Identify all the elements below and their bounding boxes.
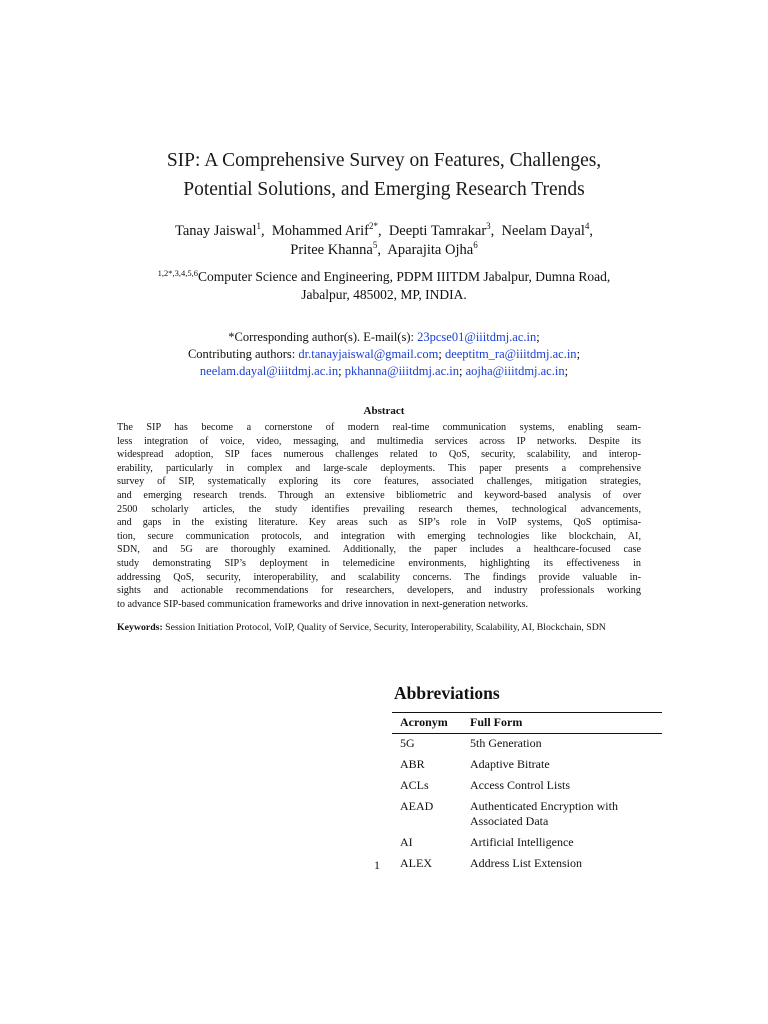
corresponding-label: *Corresponding author(s). E-mail(s):	[228, 330, 414, 344]
acronym-cell: AEAD	[400, 799, 434, 813]
full-form-cell: Address List Extension	[470, 856, 582, 870]
abstract-line: less integration of voice, video, messaging, and multimedia services across IP networks. Despite its	[117, 435, 641, 447]
author-line-1	[84, 222, 684, 241]
affiliation-text-1: Computer Science and Engineering, PDPM IIITDM Jabalpur, Dumna Road,	[198, 269, 611, 284]
author-separator: ,	[377, 242, 381, 258]
author-affiliation-mark: 5	[372, 240, 378, 250]
abstract-line: 2500 scholarly articles, the study identifies prevailing research themes, technological advancements,	[117, 503, 641, 515]
table-row	[392, 776, 662, 797]
separator: ;	[338, 364, 342, 378]
full-form-cell: Authenticated Encryption with Associated Data	[470, 799, 618, 828]
keywords-label: Keywords:	[117, 622, 163, 633]
author-name: Deepti Tamrakar	[388, 223, 487, 239]
author-name: Pritee Khanna	[290, 242, 373, 258]
email-link[interactable]: dr.tanayjaiswal@gmail.com	[298, 347, 439, 361]
acronym-cell: AI	[400, 835, 413, 849]
author-name: Tanay Jaiswal	[174, 223, 257, 239]
column-header-full-form: Full Form	[470, 715, 523, 729]
table-row	[392, 797, 662, 833]
abstract-line: and emerging research trends. Through an extensive bibliometric and keyword-based analysis of over	[117, 489, 641, 501]
separator: ;	[458, 364, 463, 378]
email-link[interactable]: pkhanna@iiitdmj.ac.in	[344, 364, 459, 378]
email-link[interactable]: deeptitm_ra@iiitdmj.ac.in	[444, 347, 577, 361]
full-form-cell: Access Control Lists	[470, 778, 570, 792]
author-separator: ,	[589, 223, 594, 239]
corresponding-email-link[interactable]: 23pcse01@iiitdmj.ac.in	[417, 330, 537, 344]
abbreviations-heading: Abbreviations	[394, 683, 500, 703]
table-row	[392, 854, 662, 875]
abstract-line: to advance SIP-based communication frameworks and drive innovation in next-generation networks.	[117, 598, 529, 610]
author-affiliation-mark: 3	[486, 221, 491, 231]
author-line-2	[84, 241, 684, 260]
author-separator: ,	[261, 223, 265, 239]
separator: ;	[564, 364, 569, 378]
affiliation-line-2: Jabalpur, 485002, MP, INDIA.	[301, 287, 467, 302]
table-row	[392, 833, 662, 854]
affiliation-marks: 1,2*,3,4,5,6	[157, 268, 199, 278]
title-line-1: SIP: A Comprehensive Survey on Features, Challenges,	[166, 150, 602, 171]
keywords	[117, 621, 641, 635]
table-row	[392, 734, 662, 755]
contributing-authors-line-2	[84, 363, 684, 380]
abstract-line: and gaps in the existing literature. Key areas such as SIP’s role in VoIP systems, QoS optimisa-	[117, 517, 641, 529]
paper-title	[84, 146, 684, 204]
abstract-line: study demonstrating SIP’s deployment in telemedicine environments, highlighting its effectiveness in	[117, 557, 641, 569]
author-list	[84, 222, 684, 260]
author-separator: ,	[490, 223, 495, 239]
abstract-line: sights and actionable recommendations for researchers, developers, and industry professionals working	[117, 585, 641, 597]
acronym-cell: ABR	[400, 757, 425, 771]
email-link[interactable]: neelam.dayal@iiitdmj.ac.in	[199, 364, 339, 378]
abstract-line: SDN, and 5G are thoroughly examined. Additionally, the paper includes a healthcare-focused case	[117, 544, 641, 556]
abstract-line: survey of SIP, systematically exploring its core features, associated challenges, mitigation strategies,	[117, 476, 641, 488]
separator: ;	[536, 330, 540, 344]
abstract-line: erability, particularly in complex and large-scale deployments. This paper presents a comprehensive	[117, 462, 641, 474]
author-affiliation-mark: 2*	[368, 221, 378, 231]
page-number: 1	[374, 858, 380, 872]
abbreviations-table	[392, 712, 662, 875]
title-line-2: Potential Solutions, and Emerging Research Trends	[183, 179, 585, 200]
acronym-cell: ALEX	[400, 856, 432, 870]
affiliation-line-1	[84, 268, 684, 286]
author-name: Mohammed Arif	[271, 223, 369, 239]
full-form-cell: Adaptive Bitrate	[470, 757, 550, 771]
abstract-heading: Abstract	[363, 405, 405, 417]
column-header-acronym: Acronym	[400, 715, 448, 729]
abstract-line: tion, secure communication protocols, and integration with emerging technologies like blockchain, AI,	[117, 530, 641, 542]
keywords-text: Session Initiation Protocol, VoIP, Quality of Service, Security, Interoperability, Scalability, AI, Blockchain, SDN	[165, 622, 606, 633]
full-form-cell: 5th Generation	[470, 736, 542, 750]
author-separator: ,	[377, 223, 382, 239]
author-name: Aparajita Ojha	[387, 242, 474, 258]
table-row	[392, 755, 662, 776]
author-affiliation-mark: 4	[584, 221, 590, 231]
email-link[interactable]: aojha@iiitdmj.ac.in	[465, 364, 565, 378]
correspondence-block	[84, 329, 684, 380]
affiliation	[84, 268, 684, 304]
abstract-line: widespread adoption, SIP faces numerous challenges related to QoS, security, scalability, and interop-	[117, 449, 641, 461]
author-affiliation-mark: 1	[256, 221, 261, 231]
abstract-line: The SIP has become a cornerstone of modern real-time communication systems, enabling seam-	[117, 422, 641, 433]
abstract-line: addressing QoS, security, interoperability, and scalability concerns. The findings provide valuable in-	[117, 571, 641, 583]
contributing-label: Contributing authors:	[187, 347, 296, 361]
full-form-cell: Artificial Intelligence	[470, 835, 574, 849]
separator: ;	[576, 347, 581, 361]
table-header-row	[392, 713, 662, 733]
separator: ;	[438, 347, 442, 361]
author-affiliation-mark: 6	[473, 240, 478, 250]
corresponding-author-line	[84, 329, 684, 346]
abstract-body	[117, 421, 641, 611]
acronym-cell: 5G	[400, 736, 415, 750]
table-body	[392, 734, 662, 875]
contributing-authors-line	[84, 346, 684, 363]
author-name: Neelam Dayal	[501, 223, 585, 239]
acronym-cell: ACLs	[400, 778, 429, 792]
